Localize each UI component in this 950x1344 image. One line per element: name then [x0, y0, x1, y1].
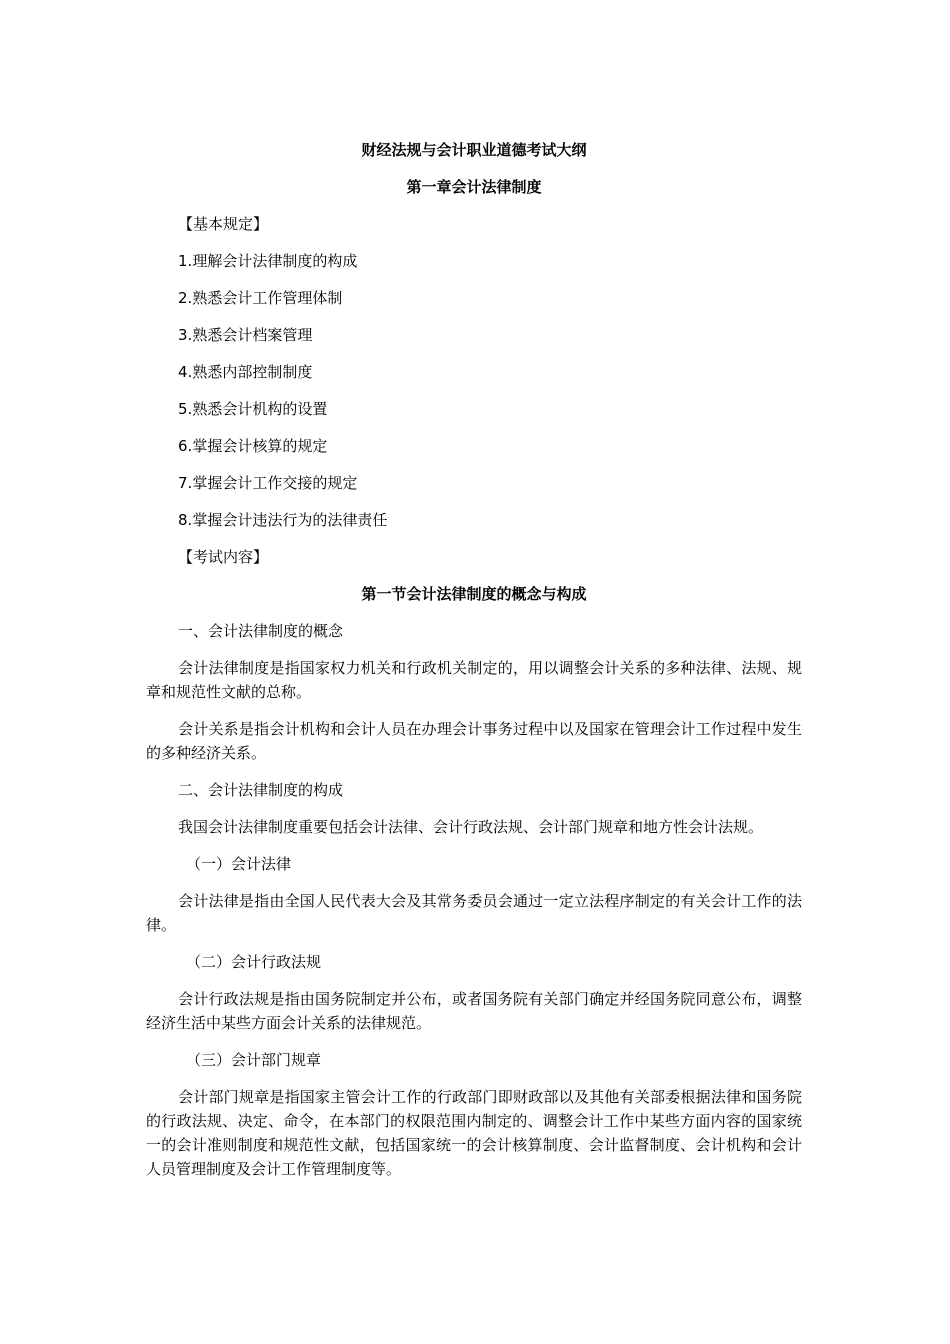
paragraph: 会计法律是指由全国人民代表大会及其常务委员会通过一定立法程序制定的有关会计工作的法律。 — [146, 892, 802, 934]
paragraph: 会计行政法规是指由国务院制定并公布，或者国务院有关部门确定并经国务院同意公布，调整经济生活中某些方面会计关系的法律规范。 — [146, 990, 802, 1032]
rule-item: 1.理解会计法律制度的构成 — [178, 252, 358, 270]
paragraph: 我国会计法律制度重要包括会计法律、会计行政法规、会计部门规章和地方性会计法规。 — [178, 818, 764, 836]
paragraph: 会计部门规章是指国家主管会计工作的行政部门即财政部以及其他有关部委根据法律和国务院的行政法规、决定、命令，在本部门的权限范围内制定的、调整会计工作中某些方面内容的国家统一的会计准则制度和规范性文献，包括国家统一的会计核算制度、会计监督制度、会计机构和会计人员管理制度及会计工作管理制度等。 — [146, 1088, 802, 1178]
rule-item: 4.熟悉内部控制制度 — [178, 363, 313, 381]
paragraph: 会计关系是指会计机构和会计人员在办理会计事务过程中以及国家在管理会计工作过程中发生的多种经济关系。 — [146, 720, 802, 762]
rule-item: 2.熟悉会计工作管理体制 — [178, 289, 343, 307]
subsection-title: （一）会计法律 — [186, 855, 292, 873]
rule-item: 3.熟悉会计档案管理 — [178, 326, 313, 344]
rule-item: 5.熟悉会计机构的设置 — [178, 400, 328, 418]
document-title: 财经法规与会计职业道德考试大纲 — [361, 141, 587, 159]
rule-item: 6.掌握会计核算的规定 — [178, 437, 328, 455]
exam-content-label: 【考试内容】 — [178, 548, 269, 566]
subsection-title: （三）会计部门规章 — [186, 1051, 322, 1069]
document-page — [146, 138, 802, 1194]
section-title: 第一节会计法律制度的概念与构成 — [361, 585, 587, 603]
basic-rules-label: 【基本规定】 — [178, 215, 269, 233]
rule-item: 7.掌握会计工作交接的规定 — [178, 474, 358, 492]
paragraph: 会计法律制度是指国家权力机关和行政机关制定的，用以调整会计关系的多种法律、法规、规章和规范性文献的总称。 — [146, 659, 802, 701]
chapter-title: 第一章会计法律制度 — [406, 178, 542, 196]
part-title: 一、会计法律制度的概念 — [178, 622, 344, 640]
rule-item: 8.掌握会计违法行为的法律责任 — [178, 511, 388, 529]
part-title: 二、会计法律制度的构成 — [178, 781, 344, 799]
subsection-title: （二）会计行政法规 — [186, 953, 322, 971]
